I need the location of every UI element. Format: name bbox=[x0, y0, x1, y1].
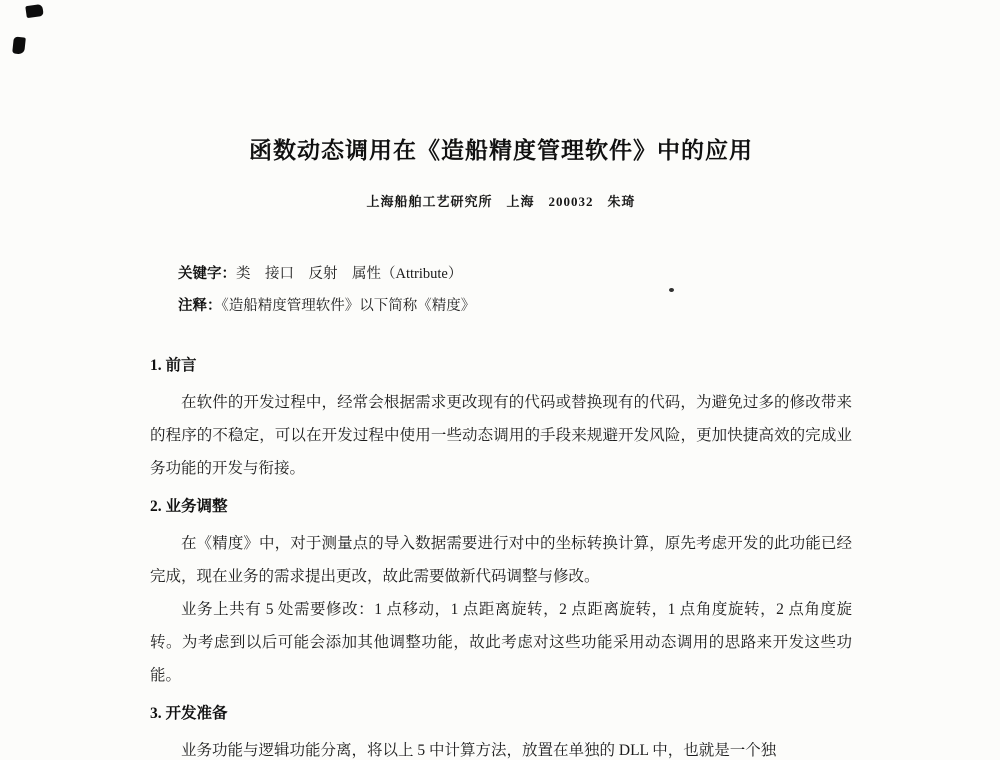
paragraph: 业务上共有 5 处需要修改：1 点移动，1 点距离旋转，2 点距离旋转，1 点角度旋转，2 点角度旋转。为考虑到以后可能会添加其他调整功能，故此考虑对这些功能采用动态调用的思路来开发这些功能。 bbox=[150, 601, 852, 684]
paper-meta bbox=[150, 264, 852, 316]
keywords-text: 类 接口 反射 属性（Attribute） bbox=[236, 266, 463, 282]
section-business-adjustment bbox=[150, 497, 852, 692]
keywords-line bbox=[178, 264, 852, 284]
note-text: 《造船精度管理软件》以下简称《精度》 bbox=[221, 298, 476, 314]
section-heading-business-adjustment: 2. 业务调整 bbox=[150, 498, 228, 515]
paragraph: 在《精度》中，对于测量点的导入数据需要进行对中的坐标转换计算，原先考虑开发的此功能已经完成，现在业务的需求提出更改，故此需要做新代码调整与修改。 bbox=[150, 535, 852, 585]
note-line bbox=[178, 296, 852, 316]
scan-artifact bbox=[669, 288, 674, 292]
paper-byline: 上海船舶工艺研究所 上海 200032 朱琦 bbox=[366, 194, 636, 209]
section-heading-development-preparation: 3. 开发准备 bbox=[150, 705, 228, 722]
paragraph: 业务功能与逻辑功能分离，将以上 5 中计算方法，放置在单独的 DLL 中，也就是一个独 bbox=[181, 742, 777, 759]
section-development-preparation bbox=[150, 704, 852, 760]
scan-artifact bbox=[12, 36, 26, 54]
paper-title: 函数动态调用在《造船精度管理软件》中的应用 bbox=[249, 138, 753, 163]
scan-artifact bbox=[25, 4, 44, 18]
section-foreword bbox=[150, 356, 852, 485]
note-label: 注释： bbox=[178, 298, 222, 314]
paragraph: 在软件的开发过程中，经常会根据需求更改现有的代码或替换现有的代码，为避免过多的修改带来的程序的不稳定，可以在开发过程中使用一些动态调用的手段来规避开发风险，更加快捷高效的完成业务功能的开发与衔接。 bbox=[150, 394, 852, 477]
keywords-label: 关键字： bbox=[178, 266, 236, 282]
section-heading-foreword: 1. 前言 bbox=[150, 357, 197, 374]
